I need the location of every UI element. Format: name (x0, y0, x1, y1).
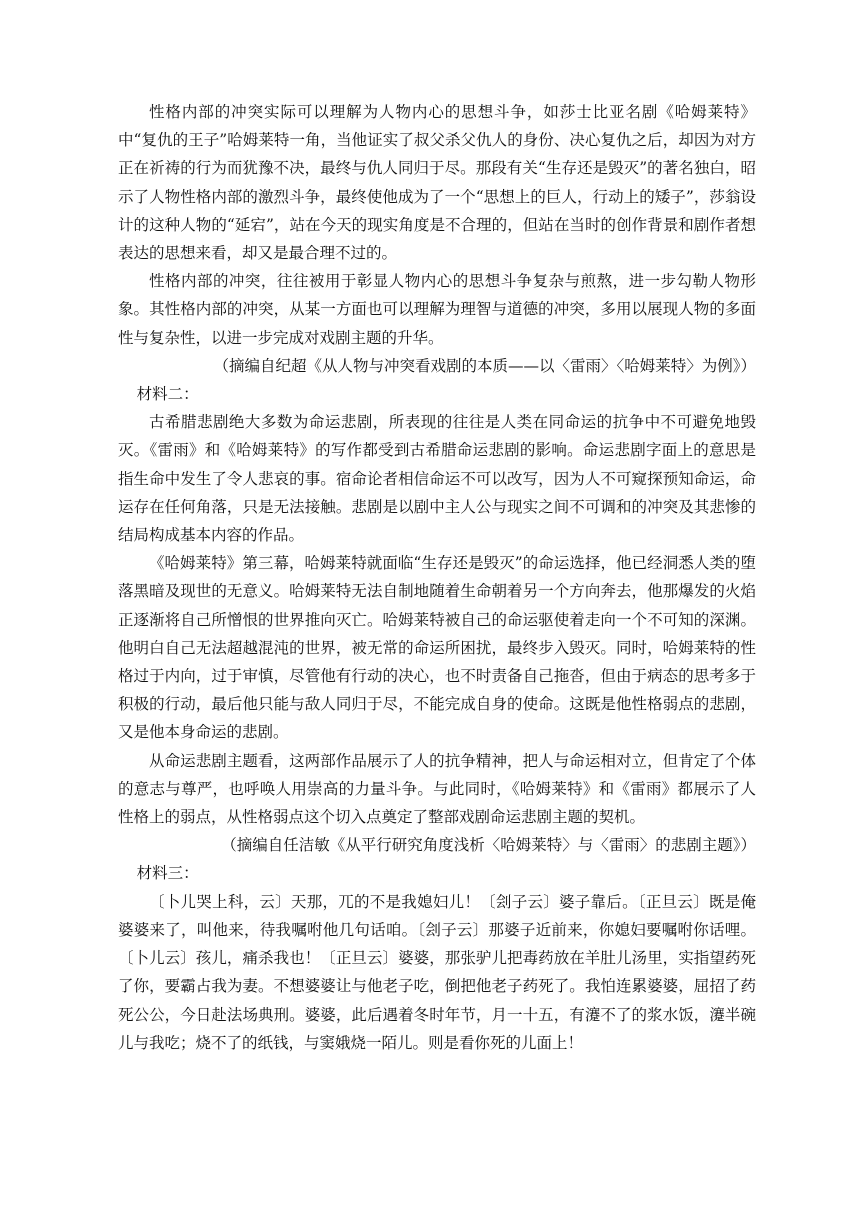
material-two-label: 材料二： (136, 385, 199, 404)
paragraph-character-conflict-function: 性格内部的冲突，往往被用于彰显人物内心的思想斗争复杂与煎熬，进一步勾勒人物形象。其性格内部的冲突，从某一方面也可以理解为理智与道德的冲突，多用以展现人物的多面性与复杂性，以进一步完成对戏剧主题的升华。 (118, 272, 756, 347)
source-citation-2: （摘编自任洁敏《从平行研究角度浅析〈哈姆莱特〉与〈雷雨〉的悲剧主题》） (221, 836, 756, 855)
paragraph-dou-e-excerpt: 〔卜儿哭上科，云〕天那，兀的不是我媳妇儿！〔刽子云〕婆子靠后。〔正旦云〕既是俺婆婆来了，叫他来，待我嘱咐他几句话咱。〔刽子云〕那婆子近前来，你媳妇要嘱咐你话哩。〔卜儿云〕孩儿，痛杀我也！〔正旦云〕婆婆，那张驴儿把毒药放在羊肚儿汤里，实指望药死了你，要霸占我为妻。不想婆婆让与他老子吃，倒把他老子药死了。我怕连累婆婆，屈招了药死公公，今日赴法场典刑。婆婆，此后遇着冬时年节，月一十五，有瀽不了的浆水饭，瀽半碗儿与我吃；烧不了的纸钱，与窦娥烧一陌儿。则是看你死的儿面上！ (118, 892, 756, 1052)
source-citation-1: （摘编自纪超《从人物与冲突看戏剧的本质——以〈雷雨〉〈哈姆莱特〉为例》） (213, 356, 756, 375)
paragraph-character-conflict: 性格内部的冲突实际可以理解为人物内心的思想斗争，如莎士比亚名剧《哈姆莱特》中“复仇的王子”哈姆莱特一角，当他证实了叔父杀父仇人的身份、决心复仇之后，却因为对方正在祈祷的行为而犹豫不决，最终与仇人同归于尽。那段有关“生存还是毁灭”的著名独白，昭示了人物性格内部的激烈斗争，最终使他成为了一个“思想上的巨人，行动上的矮子”，莎翁设计的这种人物的“延宕”，站在今天的现实角度是不合理的，但站在当时的创作背景和剧作者想表达的思想来看，却又是最合理不过的。 (118, 103, 756, 263)
paragraph-fate-tragedy-theme: 从命运悲剧主题看，这两部作品展示了人的抗争精神，把人与命运相对立，但肯定了个体的意志与尊严，也呼唤人用崇高的力量斗争。与此同时，《哈姆莱特》和《雷雨》都展示了人性格上的弱点，从性格弱点这个切入点奠定了整部戏剧命运悲剧主题的契机。 (118, 751, 756, 827)
paragraph-greek-tragedy: 古希腊悲剧绝大多数为命运悲剧，所表现的往往是人类在同命运的抗争中不可避免地毁灭。《雷雨》和《哈姆莱特》的写作都受到古希腊命运悲剧的影响。命运悲剧字面上的意思是指生命中发生了令人悲哀的事。宿命论者相信命运不可以改写，因为人不可窥探预知命运，命运存在任何角落，只是无法接触。悲剧是以剧中主人公与现实之间不可调和的冲突及其悲惨的结局构成基本内容的作品。 (118, 413, 756, 545)
material-three-label: 材料三： (136, 864, 199, 883)
paragraph-hamlet-act-three: 《哈姆莱特》第三幕，哈姆莱特就面临“生存还是毁灭”的命运选择，他已经洞悉人类的堕落黑暗及现世的无意义。哈姆莱特无法自制地随着生命朝着另一个方向奔去，他那爆发的火焰正逐渐将自己所憎恨的世界推向灭亡。哈姆莱特被自己的命运驱使着走向一个不可知的深渊。他明白自己无法超越混沌的世界，被无常的命运所困扰，最终步入毁灭。同时，哈姆莱特的性格过于内向，过于审慎，尽管他有行动的决心，也不时责备自己拖沓，但由于病态的思考多于积极的行动，最后他只能与敌人同归于尽，不能完成自身的使命。这既是他性格弱点的悲剧，又是他本身命运的悲剧。 (118, 554, 756, 742)
